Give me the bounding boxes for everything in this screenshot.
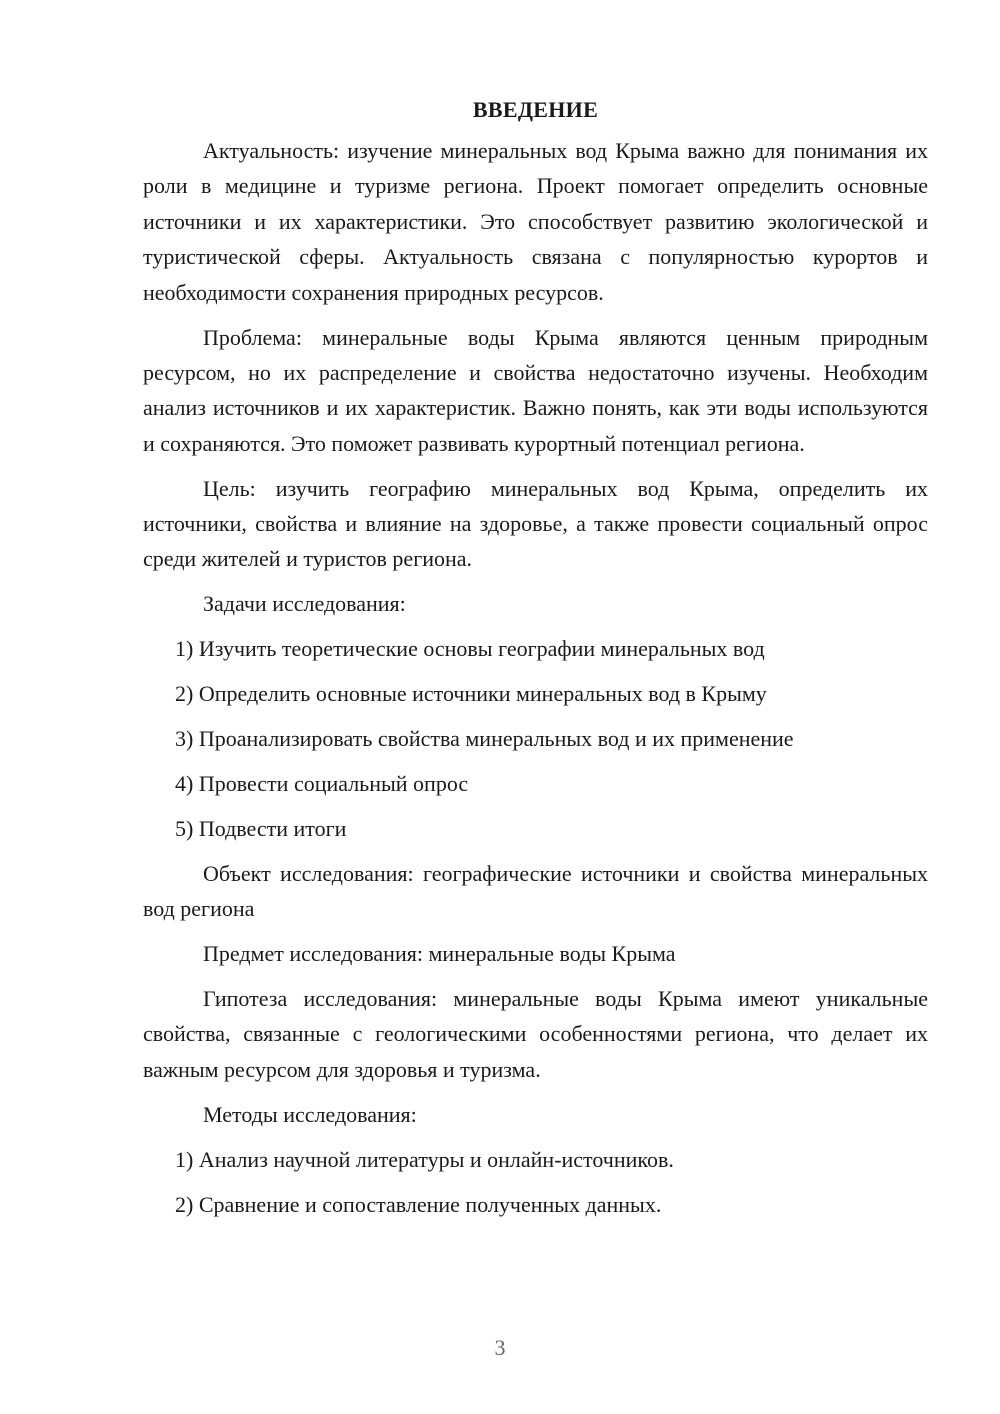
paragraph-subject: Предмет исследования: минеральные воды Крыма — [203, 941, 676, 967]
paragraph-object: Объект исследования: географические источники и свойства минеральных вод региона — [143, 860, 928, 922]
task-item-1: 1) Изучить теоретические основы географии минеральных вод — [175, 636, 765, 662]
tasks-heading: Задачи исследования: — [203, 591, 406, 617]
task-item-2: 2) Определить основные источники минеральных вод в Крыму — [175, 681, 767, 707]
methods-heading: Методы исследования: — [203, 1101, 417, 1127]
method-item-1: 1) Анализ научной литературы и онлайн-источников. — [175, 1146, 674, 1172]
document-page — [143, 92, 928, 1231]
task-item-5: 5) Подвести итоги — [175, 815, 347, 841]
section-title: ВВЕДЕНИЕ — [472, 97, 599, 122]
paragraph-problem: Проблема: минеральные воды Крыма являются ценным природным ресурсом, но их распределение и свойства недостаточно изучены. Необходим анализ источников и их характеристик. Важно понять, как эти воды используются и сохраняются. Это поможет развивать курортный потенциал региона. — [143, 324, 928, 456]
task-item-4: 4) Провести социальный опрос — [175, 771, 469, 796]
task-item-3: 3) Проанализировать свойства минеральных вод и их применение — [175, 726, 794, 752]
paragraph-relevance: Актуальность: изучение минеральных вод Крыма важно для понимания их роли в медицине и туризме региона. Проект помогает определить основные источники и их характеристики. Это способствует развитию экологической и туристической сферы. Актуальность связана с популярностью курортов и необходимости сохранения природных ресурсов. — [143, 138, 928, 305]
paragraph-hypothesis: Гипотеза исследования: минеральные воды Крыма имеют уникальные свойства, связанные с геологическими особенностями региона, что делает их важным ресурсом для здоровья и туризма. — [143, 986, 928, 1082]
method-item-2: 2) Сравнение и сопоставление полученных данных. — [175, 1191, 662, 1217]
paragraph-goal: Цель: изучить географию минеральных вод Крыма, определить их источники, свойства и влияние на здоровье, а также провести социальный опрос среди жителей и туристов региона. — [143, 475, 928, 572]
page-number: 3 — [494, 1335, 506, 1360]
